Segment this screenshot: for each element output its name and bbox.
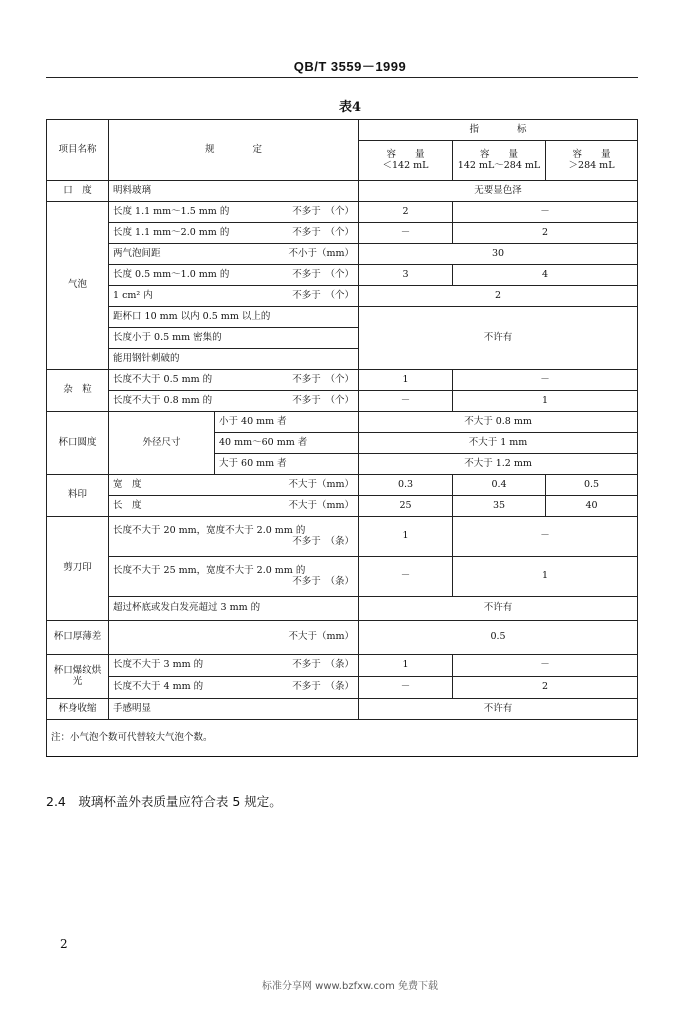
- roundness-cond-2: 40 mm～60 mm 者: [215, 433, 359, 454]
- firepolish-value-2-large: 2: [453, 677, 638, 699]
- shear-mark-spec-3: 超过杯底或发白发亮超过 3 mm 的: [109, 597, 359, 621]
- shear-mark-value-1-large: －: [453, 517, 638, 557]
- row-rim-value: 无要显色泽: [359, 181, 638, 202]
- shear-mark-spec-2: 长度不大于 25 mm，宽度不大于 2.0 mm 的 不多于 （条）: [109, 557, 359, 597]
- mold-mark-value-2-medium: 35: [453, 496, 546, 517]
- row-mold-mark-name: 料印: [47, 475, 109, 517]
- bubble-value-1-large: －: [453, 202, 638, 223]
- header-item-name: 项目名称: [47, 120, 109, 181]
- impurity-spec-2: 长度不大于 0.8 mm 的 不多于 （个）: [109, 391, 359, 412]
- mold-mark-spec-1: 宽 度 不大于（mm）: [109, 475, 359, 496]
- row-firepolish-name: 杯口爆纹烘光: [47, 655, 109, 699]
- mold-mark-value-1-large: 0.5: [546, 475, 638, 496]
- bubble-value-2-large: 2: [453, 223, 638, 244]
- table-title: 表4: [338, 100, 362, 115]
- impurity-value-1-large: －: [453, 370, 638, 391]
- mold-mark-spec-2: 长 度 不大于（mm）: [109, 496, 359, 517]
- row-roundness-name: 杯口圆度: [47, 412, 109, 475]
- bubble-value-3: 30: [359, 244, 638, 265]
- mold-mark-value-2-large: 40: [546, 496, 638, 517]
- roundness-cond-1: 小于 40 mm 者: [215, 412, 359, 433]
- mold-mark-value-1-small: 0.3: [359, 475, 453, 496]
- bubble-spec-2: 长度 1.1 mm～2.0 mm 的 不多于 （个）: [109, 223, 359, 244]
- quality-table: [46, 119, 638, 757]
- footer-watermark: 标准分享网 www.bzfxw.com 免费下载: [262, 981, 438, 992]
- bubble-spec-8: 能用钢针刺破的: [109, 349, 359, 370]
- mold-mark-value-2-small: 25: [359, 496, 453, 517]
- bubble-spec-1: 长度 1.1 mm～1.5 mm 的 不多于 （个）: [109, 202, 359, 223]
- row-bubble-name: 气泡: [47, 202, 109, 370]
- bubble-value-4-large: 4: [453, 265, 638, 286]
- row-rim-name: 口 度: [47, 181, 109, 202]
- thickness-limit: 不大于（mm）: [109, 621, 359, 655]
- bubble-spec-7: 长度小于 0.5 mm 密集的: [109, 328, 359, 349]
- bubble-value-5: 2: [359, 286, 638, 307]
- bubble-value-1-small: 2: [359, 202, 453, 223]
- bubble-value-678: 不许有: [359, 307, 638, 370]
- impurity-value-2-large: 1: [453, 391, 638, 412]
- shear-mark-value-1-small: 1: [359, 517, 453, 557]
- roundness-value-1: 不大于 0.8 mm: [359, 412, 638, 433]
- shear-mark-value-3: 不许有: [359, 597, 638, 621]
- firepolish-spec-2: 长度不大于 4 mm 的 不多于 （条）: [109, 677, 359, 699]
- roundness-value-3: 不大于 1.2 mm: [359, 454, 638, 475]
- bubble-value-2-small: －: [359, 223, 453, 244]
- row-shrink-name: 杯身收缩: [47, 699, 109, 720]
- shear-mark-value-2-large: 1: [453, 557, 638, 597]
- header-index: 指 标: [359, 120, 638, 141]
- row-impurity-name: 杂 粒: [47, 370, 109, 412]
- table-note: 注：小气泡个数可代替较大气泡个数。: [47, 720, 638, 757]
- header-capacity-small: 容 量 ＜142 mL: [359, 141, 453, 181]
- header-specification: 规 定: [109, 120, 359, 181]
- bubble-spec-6: 距杯口 10 mm 以内 0.5 mm 以上的: [109, 307, 359, 328]
- row-rim-spec: 明料玻璃: [109, 181, 359, 202]
- header-rule: [46, 77, 638, 78]
- impurity-spec-1: 长度不大于 0.5 mm 的 不多于 （个）: [109, 370, 359, 391]
- mold-mark-value-1-medium: 0.4: [453, 475, 546, 496]
- firepolish-value-2-small: －: [359, 677, 453, 699]
- bubble-spec-4: 长度 0.5 mm～1.0 mm 的 不多于 （个）: [109, 265, 359, 286]
- shear-mark-value-2-small: －: [359, 557, 453, 597]
- header-capacity-medium: 容 量 142 mL～284 mL: [453, 141, 546, 181]
- roundness-spec: 外径尺寸: [109, 412, 215, 475]
- bubble-spec-3: 两气泡间距 不小于（mm）: [109, 244, 359, 265]
- shear-mark-spec-1: 长度不大于 20 mm，宽度不大于 2.0 mm 的 不多于 （条）: [109, 517, 359, 557]
- row-thickness-name: 杯口厚薄差: [47, 621, 109, 655]
- impurity-value-2-small: －: [359, 391, 453, 412]
- bubble-value-4-small: 3: [359, 265, 453, 286]
- document-code-header: QB/T 3559－1999: [293, 59, 407, 74]
- roundness-value-2: 不大于 1 mm: [359, 433, 638, 454]
- roundness-cond-3: 大于 60 mm 者: [215, 454, 359, 475]
- shrink-value: 不许有: [359, 699, 638, 720]
- thickness-value: 0.5: [359, 621, 638, 655]
- firepolish-value-1-small: 1: [359, 655, 453, 677]
- firepolish-spec-1: 长度不大于 3 mm 的 不多于 （条）: [109, 655, 359, 677]
- clause-2-4: 2.4 玻璃杯盖外表质量应符合表 5 规定。: [46, 794, 282, 809]
- shrink-spec: 手感明显: [109, 699, 359, 720]
- firepolish-value-1-large: －: [453, 655, 638, 677]
- impurity-value-1-small: 1: [359, 370, 453, 391]
- page-number: 2: [60, 937, 68, 951]
- bubble-spec-5: 1 cm² 内 不多于 （个）: [109, 286, 359, 307]
- header-capacity-large: 容 量 ＞284 mL: [546, 141, 638, 181]
- row-shear-mark-name: 剪刀印: [47, 517, 109, 621]
